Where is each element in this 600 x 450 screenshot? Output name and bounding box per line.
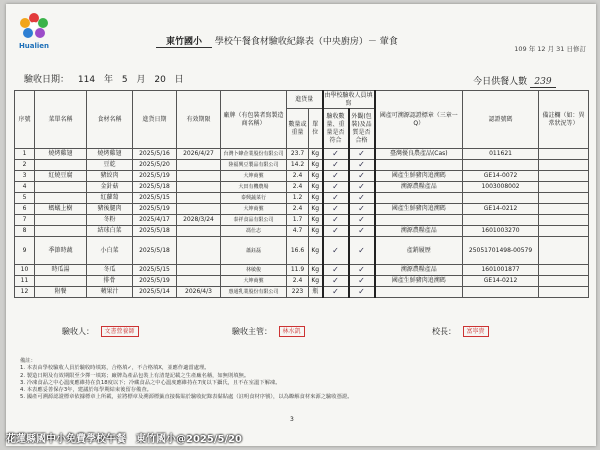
cell-remark [539,160,589,171]
table-row [15,204,589,215]
cell-date: 2025/5/19 [133,204,177,215]
cell-trace: 國產生鮮豬肉追溯碼 [375,171,463,182]
table-row [15,276,589,287]
cell-dish: 螞蟻上樹 [35,204,87,215]
cell-expiry: 2026/4/27 [177,149,221,160]
cell-remark [539,215,589,226]
cell-unit: Kg [309,182,323,193]
cell-trace [375,160,463,171]
cell-remark [539,171,589,182]
receipt-day-unit: 日 [174,75,184,85]
cell-ingredient: 紅蘿蔔 [87,193,133,204]
cell-c2: ✓ [349,215,375,226]
cell-trace: 國產生鮮豬肉追溯碼 [375,204,463,215]
cell-c2: ✓ [349,265,375,276]
cell-c1: ✓ [323,237,349,265]
cell-date: 2025/4/17 [133,215,177,226]
header-purchase-date: 進貨日期 [133,91,177,149]
school-name: 東竹國小 [156,34,212,48]
cell-cert: 1601001877 [463,265,539,276]
cell-no: 3 [15,171,35,182]
cell-qty: 2.4 [287,171,309,182]
header-qty-group: 進貨量 [287,91,323,109]
cell-c1: ✓ [323,226,349,237]
table-row [15,193,589,204]
cell-dish [35,276,87,287]
form-title-text: 學校午餐食材驗收紀錄表（中央廚房）－ 葷食 [214,37,398,47]
cell-date: 2025/5/18 [133,237,177,265]
cell-c1: ✓ [323,204,349,215]
receipt-year-unit: 年 [103,75,113,85]
cell-vendor: 大坤商號 [221,204,287,215]
cell-c2: ✓ [349,237,375,265]
cell-vendor: 台灣卜蜂企業股份有限公司 [221,149,287,160]
header-remark: 備註欄（如：異常狀況等） [539,91,589,149]
cell-cert: GE14-0072 [463,171,539,182]
cell-trace [375,193,463,204]
header-cert: 認證號碼 [463,91,539,149]
cell-date: 2025/5/18 [133,226,177,237]
cell-remark [539,149,589,160]
cell-unit: Kg [309,265,323,276]
cell-date: 2025/5/19 [133,171,177,182]
note-line: 備註： [20,358,36,364]
cell-unit: Kg [309,204,323,215]
cell-qty: 1.2 [287,193,309,204]
cell-ingredient: 結球白菜 [87,226,133,237]
cell-c2: ✓ [349,193,375,204]
cell-unit: Kg [309,193,323,204]
cell-unit: Kg [309,215,323,226]
cell-ingredient: 冬瓜 [87,265,133,276]
cell-vendor: 大坤商號 [221,171,287,182]
cell-cert: 011621 [463,149,539,160]
receipt-month: 5 [121,75,128,85]
cell-qty: 14.2 [287,160,309,171]
cell-expiry: 2026/4/3 [177,287,221,298]
cell-qty: 23.7 [287,149,309,160]
supervisor-stamp: 林水凱 [279,326,305,337]
inspector-signature [62,326,139,337]
cell-ingredient: 排骨 [87,276,133,287]
cell-dish: 燒烤雞翅 [35,149,87,160]
header-dish: 菜單名稱 [35,91,87,149]
cell-qty: 2.4 [287,182,309,193]
cell-c2: ✓ [349,182,375,193]
cell-cert: 1003008002 [463,182,539,193]
cell-remark [539,204,589,215]
notes [20,358,590,402]
cell-date: 2025/5/14 [133,287,177,298]
cell-no: 2 [15,160,35,171]
cell-cert: GE14-0212 [463,204,539,215]
cell-no: 10 [15,265,35,276]
cell-unit: Kg [309,149,323,160]
cell-dish [35,193,87,204]
cell-ingredient: 豬後腿肉 [87,204,133,215]
cell-expiry [177,276,221,287]
inspection-table [14,90,589,298]
header-unit: 單位 [309,109,323,149]
cell-trace: 溯源農糧產品 [375,265,463,276]
cell-qty: 16.6 [287,237,309,265]
cell-no: 6 [15,204,35,215]
cell-c1: ✓ [323,193,349,204]
cell-dish: 附餐 [35,287,87,298]
cell-dish [35,226,87,237]
cell-c1: ✓ [323,265,349,276]
cell-qty: 223 [287,287,309,298]
cell-no: 9 [15,237,35,265]
cell-expiry [177,171,221,182]
cell-ingredient: 蘋果汁 [87,287,133,298]
header-inspect-group: 由學校驗收人員填寫 [324,91,373,107]
cell-remark [539,287,589,298]
cell-ingredient: 豬絞肉 [87,171,133,182]
cell-no: 12 [15,287,35,298]
cell-remark [539,226,589,237]
cell-c2: ✓ [349,149,375,160]
cell-remark [539,276,589,287]
supervisor-signature [232,326,305,337]
table-row [15,237,589,265]
cell-trace: 溯源農糧產品 [375,226,463,237]
note-line: 2. 製造日期及有效期限至少擇一填寫；廠牌為產品包裝上有清楚記載之生產廠名稱，如無則填無。 [20,372,250,379]
cell-c1: ✓ [323,287,349,298]
cell-c2: ✓ [349,226,375,237]
note-line: 5. 國產可溯源認證標章依據標章上所載，並將標章及溯源標籤直接黏貼於驗收紀錄表黏貼處（註明食材序號），以為瞭解食材來源之驗收憑證。 [20,394,353,401]
cell-no: 11 [15,276,35,287]
cell-trace [375,287,463,298]
cell-cert [463,160,539,171]
cell-no: 8 [15,226,35,237]
cell-expiry [177,204,221,215]
cell-c1: ✓ [323,160,349,171]
servings-label: 今日供餐人數 [473,77,528,87]
cell-c2: ✓ [349,160,375,171]
table-row [15,226,589,237]
cell-vendor: 林敏俊 [221,265,287,276]
cell-vendor: 泰祥食品有限公司 [221,215,287,226]
header-qty: 數量或重量 [287,109,309,149]
cell-vendor: 大坤商號 [221,276,287,287]
cell-c1: ✓ [323,182,349,193]
supervisor-label: 驗收主管： [232,327,272,336]
header-expiry: 有效期限 [177,91,221,149]
cell-vendor: 泰興蔬菜行 [221,193,287,204]
table-row [15,287,589,298]
cell-unit: 瓶 [309,287,323,298]
receipt-date-label: 驗收日期： [24,75,70,85]
document-page [6,4,596,446]
cell-qty: 4.7 [287,226,309,237]
table-row [15,149,589,160]
cell-expiry [177,265,221,276]
note-line: 1. 本表由學校驗收人員於驗收時填寫，合格填✓，不合格填X，並應作適當處理。 [20,365,210,372]
cell-no: 1 [15,149,35,160]
cell-date: 2025/5/18 [133,182,177,193]
inspector-label: 驗收人： [62,327,94,336]
header-trace: 國產可溯源認證標章（三章一Q） [375,91,463,149]
cell-remark [539,193,589,204]
cell-date: 2025/5/19 [133,276,177,287]
receipt-month-unit: 月 [136,75,146,85]
cell-cert [463,193,539,204]
cell-cert: 1601003270 [463,226,539,237]
table-row [15,215,589,226]
cell-date: 2025/5/15 [133,265,177,276]
receipt-day: 20 [154,75,166,85]
cell-dish [35,182,87,193]
cell-c2: ✓ [349,204,375,215]
cell-unit: Kg [309,226,323,237]
cell-qty: 2.4 [287,204,309,215]
cell-trace: 臺灣優良農產品(Cas) [375,149,463,160]
cell-vendor: 大田有機農場 [221,182,287,193]
cell-unit: Kg [309,276,323,287]
cell-remark [539,265,589,276]
principal-stamp: 富寧貴 [463,326,489,337]
header-vendor: 廠牌（有包裝者寫製造商名稱） [221,91,287,149]
logo-text: Hualien [18,42,50,50]
cell-ingredient: 豆乾 [87,160,133,171]
cell-no: 7 [15,215,35,226]
table-row [15,160,589,171]
cell-trace: 產銷履歷 [375,237,463,265]
cell-vendor: 蕭鈺磊 [221,237,287,265]
cell-expiry [177,226,221,237]
cell-unit: Kg [309,160,323,171]
cell-qty: 2.4 [287,276,309,287]
cell-expiry [177,237,221,265]
cell-dish: 紅燒豆腐 [35,171,87,182]
cell-qty: 11.9 [287,265,309,276]
cell-date: 2025/5/20 [133,160,177,171]
cell-c2: ✓ [349,171,375,182]
cell-c2: ✓ [349,287,375,298]
table-row [15,171,589,182]
cell-cert: GE14-0212 [463,276,539,287]
cell-date: 2025/5/16 [133,149,177,160]
note-line: 4. 本表應妥善保存3年，建議於每學期結束後留存備查。 [20,387,152,394]
principal-signature [432,326,489,337]
cell-unit: Kg [309,237,323,265]
cell-c1: ✓ [323,171,349,182]
form-title [156,34,398,48]
cell-cert: 25051701498-00579 [463,237,539,265]
table-row [15,265,589,276]
servings-value: 239 [530,77,556,88]
cell-cert [463,287,539,298]
photo-caption: 花蓮縣國中小免費學校午餐 東竹國小@2025/5/20 [6,434,243,445]
cell-remark [539,237,589,265]
cell-expiry: 2028/3/24 [177,215,221,226]
table-row [15,182,589,193]
inspector-stamp: 文書營養師 [101,326,139,337]
cell-vendor: 惠通乳業股份有限公司 [221,287,287,298]
note-line: 3. 冷凍食品之中心溫度應維持在負18度以下；冷藏食品之中心溫度應維持在7度以下攝氏，且不在室溫下解凍。 [20,379,281,386]
cell-date: 2025/5/15 [133,193,177,204]
cell-expiry [177,182,221,193]
page-number: 3 [290,416,294,423]
servings-count [473,74,556,88]
revision-date: 109 年 12 月 31 日修訂 [514,45,586,53]
receipt-year: 114 [77,75,96,85]
cell-ingredient: 冬粉 [87,215,133,226]
principal-label: 校長： [432,327,456,336]
cell-c2: ✓ [349,276,375,287]
cell-no: 5 [15,193,35,204]
receipt-date [24,72,190,85]
header-inspect-1: 驗收數量、重量是否符合 [323,109,349,149]
cell-dish: 季節時蔬 [35,237,87,265]
cell-vendor: 馮仕志 [221,226,287,237]
cell-unit: Kg [309,171,323,182]
cell-dish: 時瓜湯 [35,265,87,276]
table-body [15,149,589,298]
cell-remark [539,182,589,193]
cell-ingredient: 金針菇 [87,182,133,193]
cell-expiry [177,193,221,204]
header-inspect-2: 外觀(包裝)及品質是否合格 [349,109,375,149]
cell-expiry [177,160,221,171]
cell-trace: 國產生鮮豬肉追溯碼 [375,276,463,287]
cell-dish [35,160,87,171]
cell-trace: 溯源農糧產品 [375,182,463,193]
cell-cert [463,215,539,226]
cell-no: 4 [15,182,35,193]
cell-c1: ✓ [323,149,349,160]
header-no: 序號 [15,91,35,149]
cell-c1: ✓ [323,215,349,226]
cell-ingredient: 小白菜 [87,237,133,265]
cell-trace [375,215,463,226]
cell-vendor: 陸福興豆製品有限公司 [221,160,287,171]
cell-c1: ✓ [323,276,349,287]
cell-dish [35,215,87,226]
cell-ingredient: 燒烤雞翅 [87,149,133,160]
cell-qty: 1.7 [287,215,309,226]
header-ingredient: 食材名稱 [87,91,133,149]
